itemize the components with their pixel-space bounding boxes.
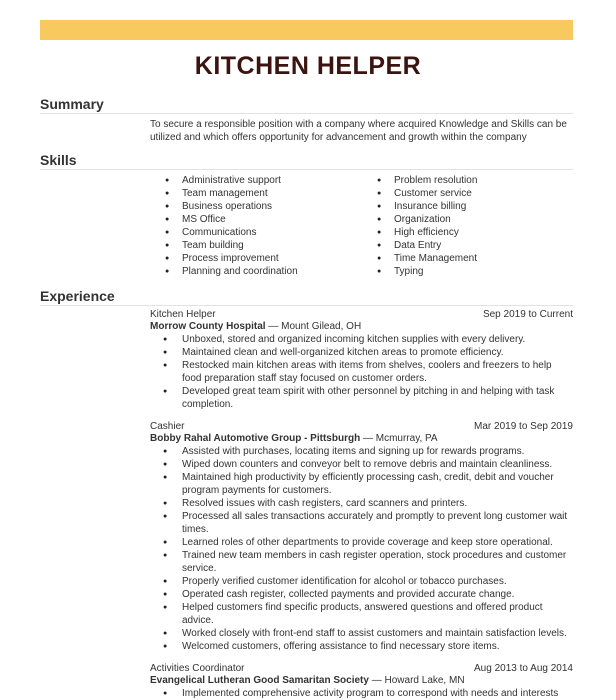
job-bullets [150,687,573,700]
skill-item: ● Organization [377,213,477,226]
experience-divider [40,305,573,306]
header-accent-bar [40,20,573,40]
skills-list-left [165,174,298,278]
skill-item: ● Insurance billing [377,200,477,213]
list-item: ● Resolved issues with cash registers, card scanners and printers. [150,497,573,510]
list-item: ● Trained new team members in cash register operation, stock procedures and customer service. [150,549,573,575]
skills-heading: Skills [40,152,77,168]
list-item: ● Processed all sales transactions accurately and promptly to prevent long customer wait times. [150,510,573,536]
summary-heading: Summary [40,96,104,112]
skill-item: ● Team management [165,187,298,200]
skill-item: ● Communications [165,226,298,239]
list-item: ● Assisted with purchases, locating items and signing up for rewards programs. [150,445,573,458]
job-entry [150,309,573,411]
list-item: ● Implemented comprehensive activity program to correspond with needs and interests [150,687,573,700]
list-item: ● Learned roles of other departments to provide coverage and keep store operational. [150,536,573,549]
list-item: ● Properly verified customer identification for alcohol or tobacco purchases. [150,575,573,588]
skill-item: ● Administrative support [165,174,298,187]
experience-heading: Experience [40,288,115,304]
skill-item: ● Problem resolution [377,174,477,187]
resume-title: KITCHEN HELPER [194,52,422,80]
skills-list-right [377,174,477,278]
skill-item: ● Planning and coordination [165,265,298,278]
list-item: ● Maintained clean and well-organized kitchen areas to promote efficiency. [150,346,573,359]
skill-item: ● Time Management [377,252,477,265]
job-title: Kitchen Helper [150,309,216,320]
list-item: ● Welcomed customers, offering assistance to find necessary store items. [150,640,573,653]
skill-item: ● Process improvement [165,252,298,265]
skill-item: ● High efficiency [377,226,477,239]
list-item: ● Helped customers find specific products, answered questions and offered product advice. [150,601,573,627]
summary-text: To secure a responsible position with a company where acquired Knowledge and Skills can be utilized and which offers opportunity for advancement and growth within the company [150,119,567,143]
employer-line: Morrow County Hospital — Mount Gilead, OH [150,321,362,332]
list-item: ● Developed great team spirit with other personnel by pitching in and helping with task completion. [150,385,573,411]
list-item: ● Maintained high productivity by efficiently processing cash, credit, debit and voucher program payments for customers. [150,471,573,497]
employer-line: Bobby Rahal Automotive Group - Pittsburgh — Mcmurray, PA [150,433,438,444]
skill-item: ● Customer service [377,187,477,200]
job-dates: Mar 2019 to Sep 2019 [474,421,573,432]
job-entry [150,663,573,700]
list-item: ● Restocked main kitchen areas with items from shelves, coolers and freezers to help food preparation staff stay focused on customer orders. [150,359,573,385]
employer-name: Evangelical Lutheran Good Samaritan Society [150,675,369,686]
summary-divider [40,113,573,114]
list-item: ● Unboxed, stored and organized incoming kitchen supplies with every delivery. [150,333,573,346]
job-title: Activities Coordinator [150,663,245,674]
list-item: ● Wiped down counters and conveyor belt to remove debris and maintain cleanliness. [150,458,573,471]
job-bullets [150,445,573,653]
employer-location: Mcmurray, PA [375,433,438,444]
skill-item: ● Data Entry [377,239,477,252]
skill-item: ● Team building [165,239,298,252]
job-dates: Sep 2019 to Current [482,309,573,320]
employer-name: Morrow County Hospital [150,321,266,332]
job-dates: Aug 2013 to Aug 2014 [474,663,573,674]
skill-item: ● Business operations [165,200,298,213]
job-title: Cashier [150,421,185,432]
employer-line: Evangelical Lutheran Good Samaritan Society — Howard Lake, MN [150,675,465,686]
list-item: ● Worked closely with front-end staff to assist customers and maintain satisfaction levels. [150,627,573,640]
employer-location: Howard Lake, MN [384,675,465,686]
skill-item: ● MS Office [165,213,298,226]
employer-location: Mount Gilead, OH [281,321,362,332]
employer-name: Bobby Rahal Automotive Group - Pittsburgh [150,433,361,444]
skills-divider [40,169,573,170]
job-bullets [150,333,573,411]
skill-item: ● Typing [377,265,477,278]
list-item: ● Operated cash register, collected payments and provided accurate change. [150,588,573,601]
job-entry [150,421,573,653]
